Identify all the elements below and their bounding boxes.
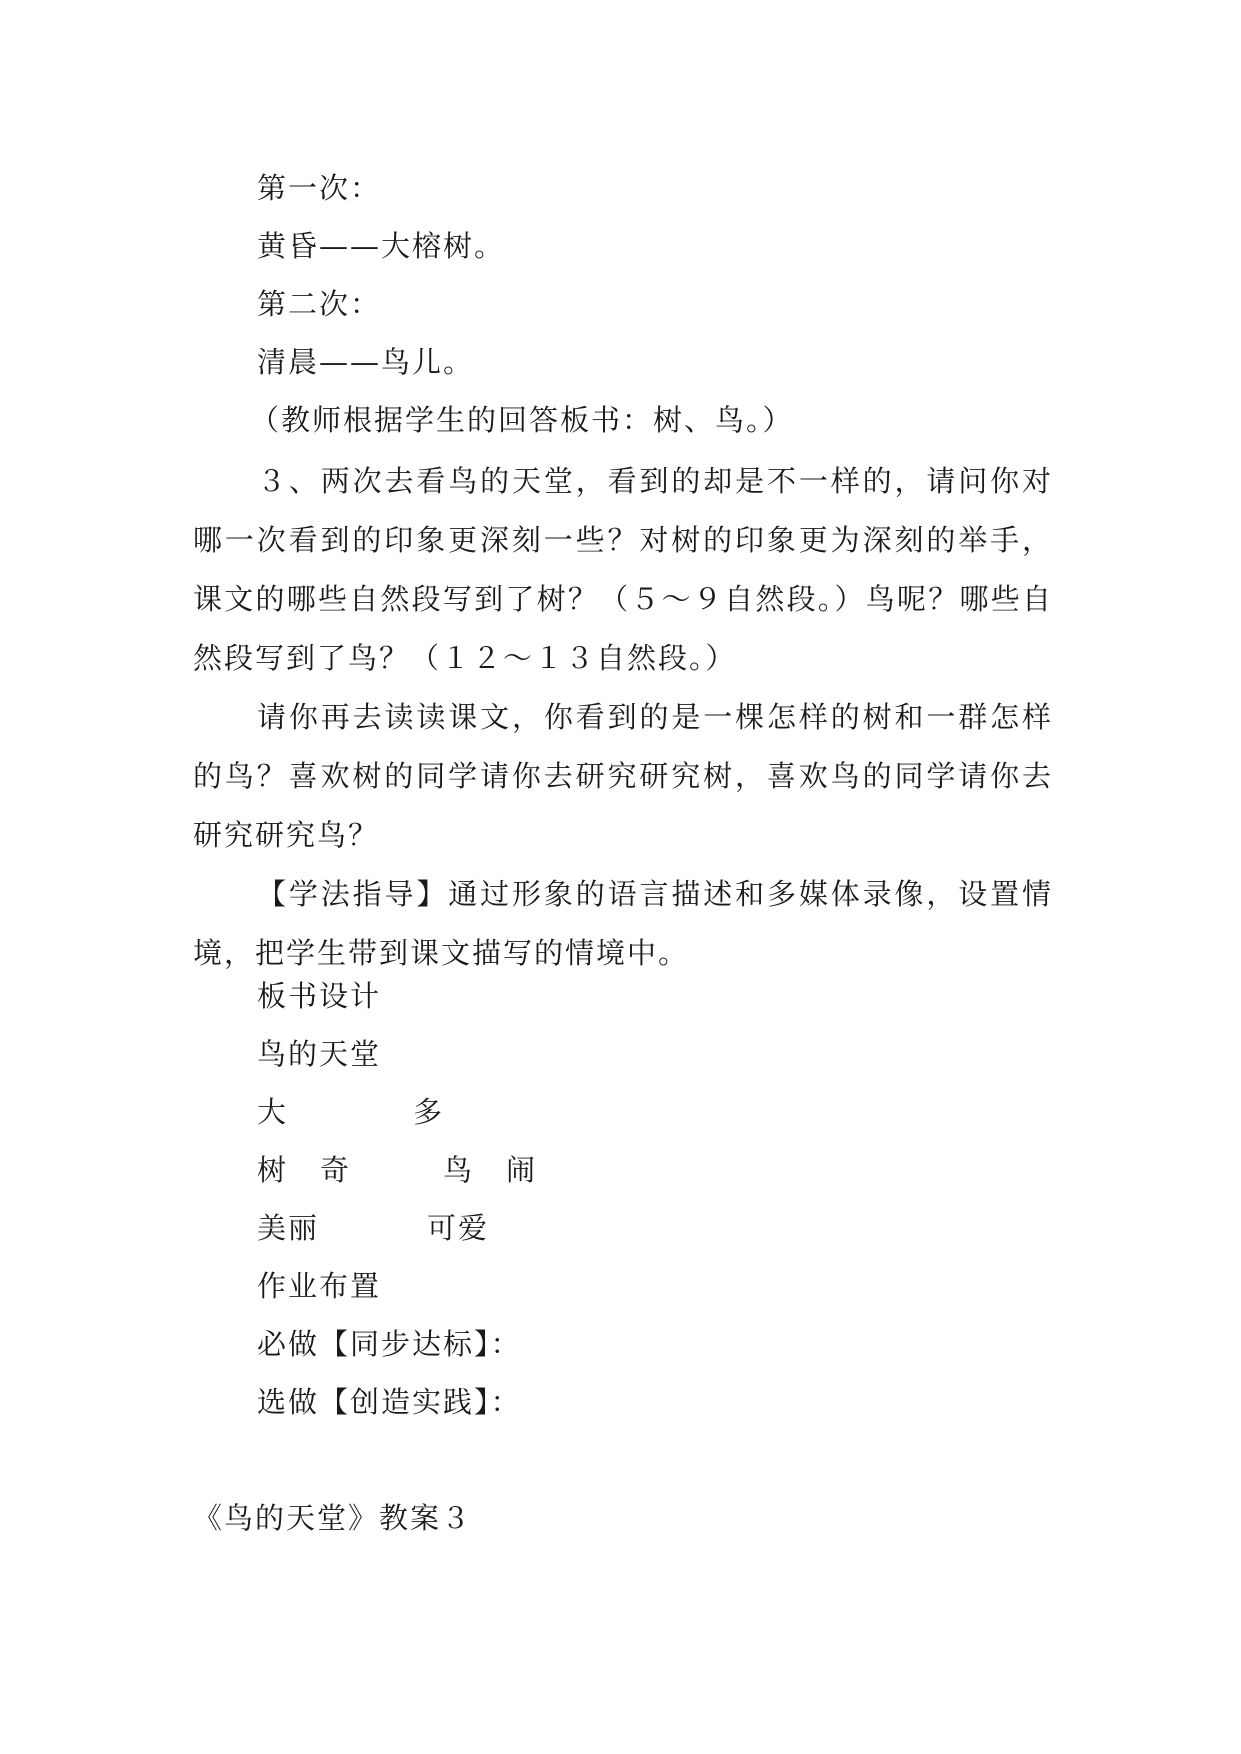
paragraph-study-guide: 【学法指导】通过形象的语言描述和多媒体录像，设置情境，把学生带到课文描写的情境中。 [193, 877, 1053, 970]
paragraph-question-3: ３、两次去看鸟的天堂，看到的却是不一样的，请问你对哪一次看到的印象更深刻一些？对树的印象更为深刻的举手，课文的哪些自然段写到了树？（５～９自然段。）鸟呢？哪些自然段写到了鸟？（１２～１３自然段。） [193, 464, 1053, 675]
board-design-heading: 板书设计 [257, 979, 382, 1013]
board-row-2-right-a: 鸟 [443, 1153, 475, 1187]
homework-heading: 作业布置 [257, 1269, 382, 1303]
first-time-label: 第一次： [257, 171, 382, 205]
second-time-text: 清晨——鸟儿。 [257, 345, 475, 379]
board-row-3-left: 美丽 [257, 1211, 320, 1245]
homework-optional: 选做【创造实践】： [257, 1385, 522, 1419]
homework-required: 必做【同步达标】： [257, 1327, 522, 1361]
first-time-text: 黄昏——大榕树。 [257, 229, 506, 263]
second-time-label: 第二次： [257, 287, 382, 321]
board-title: 鸟的天堂 [257, 1037, 382, 1071]
paragraph-study-tree-bird: 请你再去读读课文，你看到的是一棵怎样的树和一群怎样的鸟？喜欢树的同学请你去研究研究树，喜欢鸟的同学请你去研究研究鸟？ [193, 700, 1053, 852]
board-row-1-right: 多 [413, 1095, 445, 1129]
board-row-2-left-b: 奇 [320, 1153, 352, 1187]
board-row-2-left-a: 树 [257, 1153, 289, 1187]
board-row-2-right-b: 闹 [506, 1153, 538, 1187]
board-row-3 [257, 1208, 489, 1248]
board-row-3-right: 可爱 [427, 1211, 490, 1245]
next-section-title: 《鸟的天堂》教案３ [193, 1501, 473, 1535]
board-row-1 [257, 1092, 444, 1132]
board-row-1-left: 大 [257, 1095, 289, 1129]
teacher-note: （教师根据学生的回答板书：树、鸟。） [250, 403, 794, 437]
board-row-2 [257, 1150, 537, 1190]
